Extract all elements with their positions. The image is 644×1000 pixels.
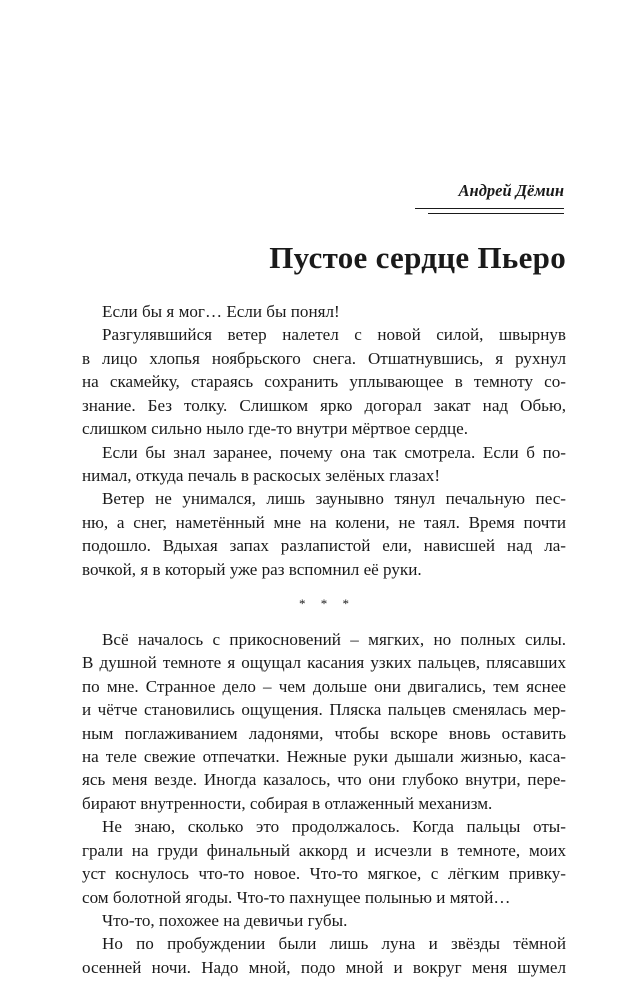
text-line: ясь меня везде. Иногда казалось, что они глубоко внутри, пере- [82,770,566,790]
text-line: Что-то, похожее на девичьи губы. [102,911,348,931]
story-title: Пустое сердце Пьеро [269,240,566,275]
text-line: ным поглаживанием ладонями, чтобы вскоре вновь оставить [82,723,566,743]
text-line: на теле свежие отпечатки. Нежные руки дышали жизнью, каса- [82,747,566,767]
text-line: Разгулявшийся ветер налетел с новой силой, швырнув [102,325,566,345]
story-text [82,300,566,979]
author-name: Андрей Дёмин [458,181,564,200]
text-line: Но по пробуждении были лишь луна и звёзды тёмной [102,934,566,954]
text-line: и чётче становились ощущения. Пляска пальцев сменялась мер- [82,700,566,720]
text-line: В душной темноте я ощущал касания узких пальцев, плясавших [82,653,566,673]
text-line: Не знаю, сколько это продолжалось. Когда пальцы оты- [102,817,566,837]
text-line: вочкой, я в который уже раз вспомнил её руки. [82,559,422,579]
text-line: Если бы знал заранее, почему она так смотрела. Если б по- [102,442,566,462]
text-line: подошло. Вдыхая запах разлапистой ели, нависшей над ла- [82,536,566,556]
text-line: нимал, откуда печаль в раскосых зелёных глазах! [82,465,441,485]
text-line: по мне. Странное дело – чем дольше они двигались, тем яснее [82,676,566,696]
text-line: слишком сильно ныло где-то внутри мёртвое сердце. [82,419,468,439]
text-line: осенней ночи. Надо мной, подо мной и вокруг меня шумел [82,957,566,977]
text-line: уст коснулось что-то новое. Что-то мягкое, с лёгким привку- [82,864,566,884]
text-line: в лицо хлопья ноябрьского снега. Отшатнувшись, я рухнул [82,348,566,368]
text-line: на скамейку, стараясь сохранить уплывающее в темноту со- [82,372,566,392]
text-line: Ветер не унимался, лишь заунывно тянул печальную пес- [102,489,566,509]
section-separator: * * * [299,596,355,612]
text-line: бирают внутренности, собирая в отлаженный механизм. [82,793,493,813]
text-line: ню, а снег, наметённый мне на колени, не таял. Время почти [82,512,566,532]
decorative-rule-bottom [428,213,564,214]
text-line: сом болотной ягоды. Что-то пахнущее полынью и мятой… [82,887,511,907]
text-line: Всё началось с прикосновений – мягких, но полных силы. [102,629,566,649]
decorative-rule-top [415,208,564,209]
text-line: знание. Без толку. Слишком ярко догорал закат над Обью, [82,395,566,415]
text-line: грали на груди финальный аккорд и исчезли в темноте, моих [82,840,566,860]
text-line: Если бы я мог… Если бы понял! [102,302,340,321]
